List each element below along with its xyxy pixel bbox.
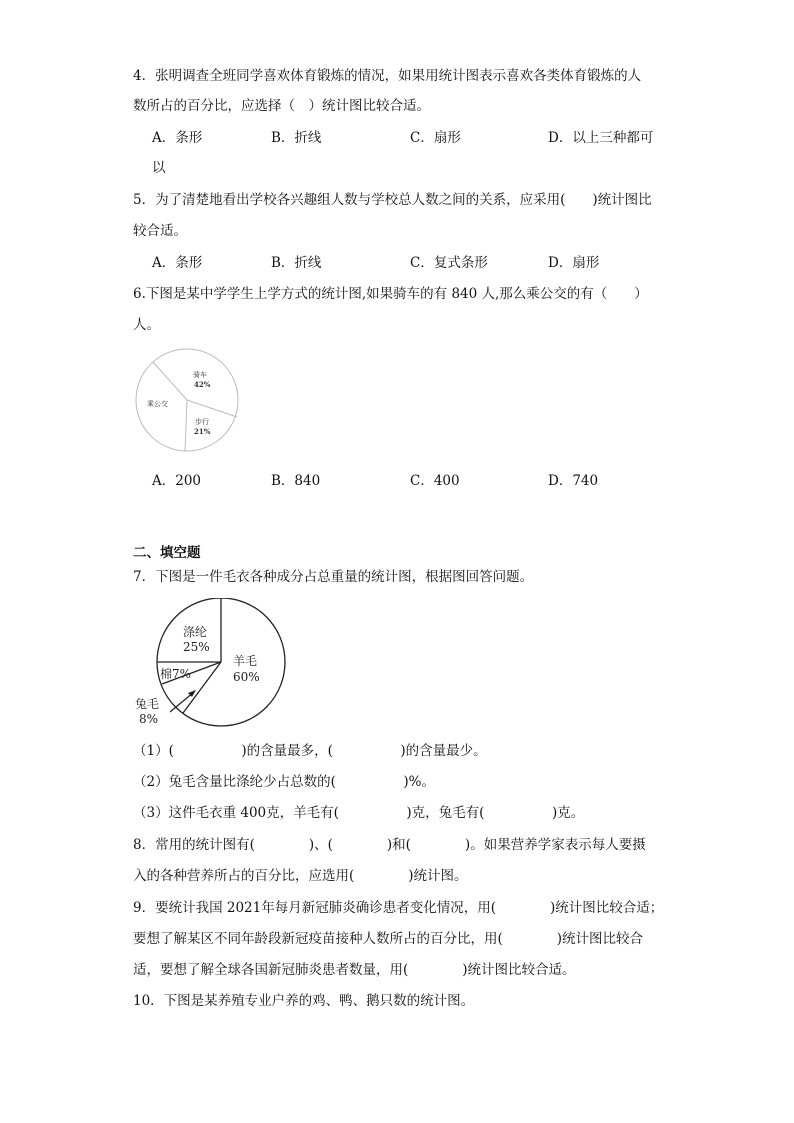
q6-option-a[interactable]: A．200: [152, 473, 202, 489]
q9-line3: 适，要想了解全球各国新冠肺炎患者数量，用( )统计图比较合适。: [133, 962, 576, 978]
transport-pie-divider-top: [153, 362, 187, 400]
q7-line1: 7．下图是一件毛衣各种成分占总重量的统计图，根据图回答问题。: [133, 569, 534, 585]
q7-sub1: （1）( )的含量最多，( )的含量最少。: [133, 743, 487, 759]
slice-value-walk: 21%: [194, 427, 211, 436]
q5-line2: 较合适。: [133, 223, 187, 239]
section-title: 二、填空题: [133, 545, 201, 561]
q4-line1: 4．张明调查全班同学喜欢体育锻炼的情况，如果用统计图表示喜欢各类体育锻炼的人: [133, 68, 642, 84]
q5-option-b[interactable]: B．折线: [271, 255, 322, 271]
transport-pie-divider-right: [187, 400, 237, 417]
q5-option-c[interactable]: C．复式条形: [410, 255, 488, 271]
slice-label-bike: 骑车: [193, 371, 207, 379]
q5-option-a[interactable]: A．条形: [152, 255, 203, 271]
slice-value-rabbit: 8%: [139, 712, 159, 726]
slice-label-walk: 步行: [195, 418, 209, 426]
q9-line1: 9．要统计我国 2021年每月新冠肺炎确诊患者变化情况，用( )统计图比较合适；: [133, 900, 664, 916]
slice-label-polyester: 涤纶: [183, 625, 208, 639]
q6-option-c[interactable]: C．400: [410, 473, 460, 489]
q6-option-d[interactable]: D．740: [548, 473, 599, 489]
slice-value-wool: 60%: [233, 670, 260, 684]
q8-line1: 8．常用的统计图有( )、( )和( )。如果营养学家表示每人要摄: [133, 837, 646, 853]
q5-line1: 5．为了清楚地看出学校各兴趣组人数与学校总人数之间的关系，应采用( )统计图比: [133, 192, 652, 208]
q9-line2: 要想了解某区不同年龄段新冠疫苗接种人数所占的百分比，用( )统计图比较合: [133, 931, 644, 947]
q4-option-d[interactable]: D．以上三种都可: [548, 130, 654, 146]
q6-line2: 人。: [133, 317, 160, 333]
slice-label-rabbit: 兔毛: [135, 697, 160, 711]
sweater-pie-chart: [133, 598, 293, 730]
q4-option-c[interactable]: C．扇形: [410, 130, 461, 146]
slice-label-bus: 乘公交: [147, 400, 168, 408]
q4-option-b[interactable]: B．折线: [271, 130, 322, 146]
slice-label-cotton: 棉7%: [160, 667, 192, 681]
q7-sub2: （2）兔毛含量比涤纶少占总数的( )%。: [133, 774, 435, 790]
q4-line2: 数所占的百分比，应选择（ ）统计图比较合适。: [133, 98, 430, 114]
q7-sub3: （3）这件毛衣重 400克，羊毛有( )克，兔毛有( )克。: [133, 805, 585, 821]
slice-label-wool: 羊毛: [233, 654, 258, 668]
slice-value-bike: 42%: [194, 380, 211, 389]
q5-option-d[interactable]: D．扇形: [548, 255, 600, 271]
q6-option-b[interactable]: B．840: [271, 473, 321, 489]
q8-line2: 入的各种营养所占的百分比，应选用( )统计图。: [133, 868, 468, 884]
q6-line1: 6.下图是某中学学生上学方式的统计图,如果骑车的有 840 人,那么乘公交的有（ ）: [133, 286, 648, 302]
q4-option-a[interactable]: A．条形: [152, 130, 203, 146]
q10-line1: 10．下图是某养殖专业户养的鸡、鸭、鹅只数的统计图。: [133, 993, 475, 1009]
transport-pie-divider-bottom: [185, 400, 187, 451]
slice-value-polyester: 25%: [183, 640, 210, 654]
transport-pie-chart: [133, 347, 241, 457]
q4-option-d-continued: 以: [152, 160, 166, 176]
